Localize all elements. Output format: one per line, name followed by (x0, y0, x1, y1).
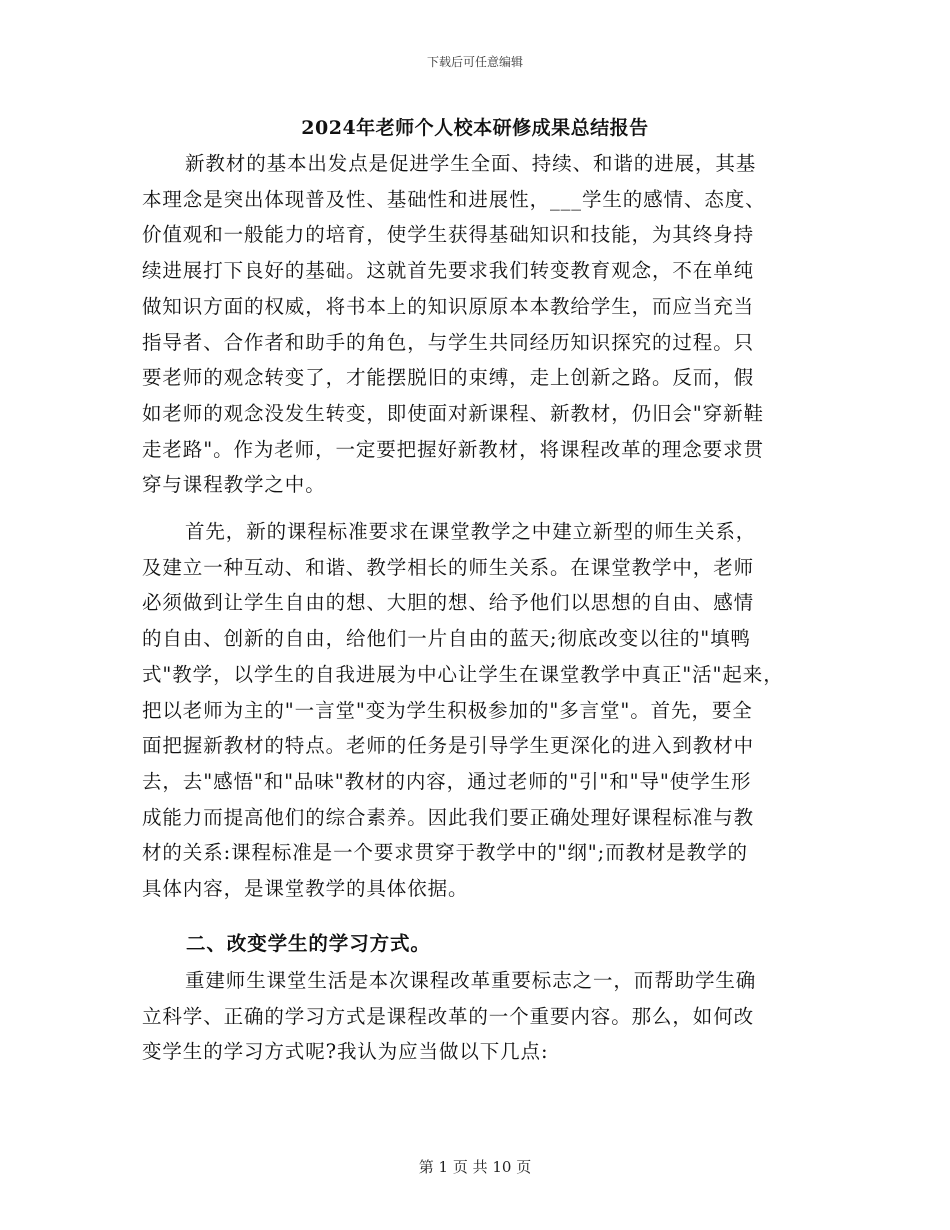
paragraph-3 (142, 963, 812, 1070)
paragraph-line: 要老师的观念转变了，才能摆脱旧的束缚，走上创新之路。反而，假 (142, 366, 755, 390)
section-heading: 二、改变学生的学习方式。 (186, 932, 431, 955)
paragraph-line: 做知识方面的权威，将书本上的知识原原本本教给学生，而应当充当 (142, 294, 755, 318)
paragraph-line: 材的关系:课程标准是一个要求贯穿于教学中的"纲";而教材是教学的 (142, 841, 748, 865)
paragraph-1 (142, 146, 812, 503)
paragraph-line: 式"教学，以学生的自我进展为中心让学生在课堂教学中真正"活"起来， (142, 662, 784, 686)
paragraph-line: 价值观和一般能力的培育，使学生获得基础知识和技能，为其终身持 (142, 223, 755, 247)
paragraph-line: 指导者、合作者和助手的角色，与学生共同经历知识探究的过程。只 (142, 330, 755, 354)
paragraph-line: 立科学、正确的学习方式是课程改革的一个重要内容。那么，如何改 (142, 1004, 755, 1028)
paragraph-line: 穿与课程教学之中。 (142, 473, 326, 497)
paragraph-line: 如老师的观念没发生转变，即使面对新课程、新教材，仍旧会"穿新鞋 (142, 401, 764, 425)
paragraph-line: 的自由、创新的自由，给他们一片自由的蓝天;彻底改变以往的"填鸭 (142, 627, 751, 651)
page-header-note: 下载后可任意编辑 (426, 55, 523, 69)
page-number: 第 1 页 共 10 页 (418, 1158, 532, 1176)
paragraph-line: 续进展打下良好的基础。这就首先要求我们转变教育观念，不在单纯 (142, 259, 755, 283)
paragraph-line: 把以老师为主的"一言堂"变为学生积极参加的"多言堂"。首先，要全 (142, 698, 753, 722)
paragraph-line: 新教材的基本出发点是促进学生全面、持续、和谐的进展，其基 (185, 152, 757, 175)
paragraph-line: 本理念是突出体现普及性、基础性和进展性，___学生的感情、态度、 (142, 187, 766, 211)
paragraph-line: 具体内容，是课堂教学的具体依据。 (142, 877, 469, 901)
paragraph-2 (142, 514, 812, 907)
paragraph-line: 变学生的学习方式呢?我认为应当做以下几点: (142, 1040, 549, 1064)
paragraph-line: 及建立一种互动、和谐、教学相长的师生关系。在课堂教学中，老师 (142, 555, 755, 579)
paragraph-line: 去，去"感悟"和"品味"教材的内容，通过老师的"引"和"导"使学生形 (142, 769, 752, 793)
paragraph-line: 走老路"。作为老师，一定要把握好新教材，将课程改革的理念要求贯 (142, 437, 764, 461)
paragraph-line: 必须做到让学生自由的想、大胆的想、给予他们以思想的自由、感情 (142, 591, 755, 615)
document-title: 2024年老师个人校本研修成果总结报告 (301, 117, 649, 139)
paragraph-line: 成能力而提高他们的综合素养。因此我们要正确处理好课程标准与教 (142, 805, 755, 829)
paragraph-line: 重建师生课堂生活是本次课程改革重要标志之一，而帮助学生确 (185, 969, 757, 992)
paragraph-line: 面把握新教材的特点。老师的任务是引导学生更深化的进入到教材中 (142, 734, 755, 758)
paragraph-line: 首先，新的课程标准要求在课堂教学之中建立新型的师生关系， (185, 520, 757, 543)
